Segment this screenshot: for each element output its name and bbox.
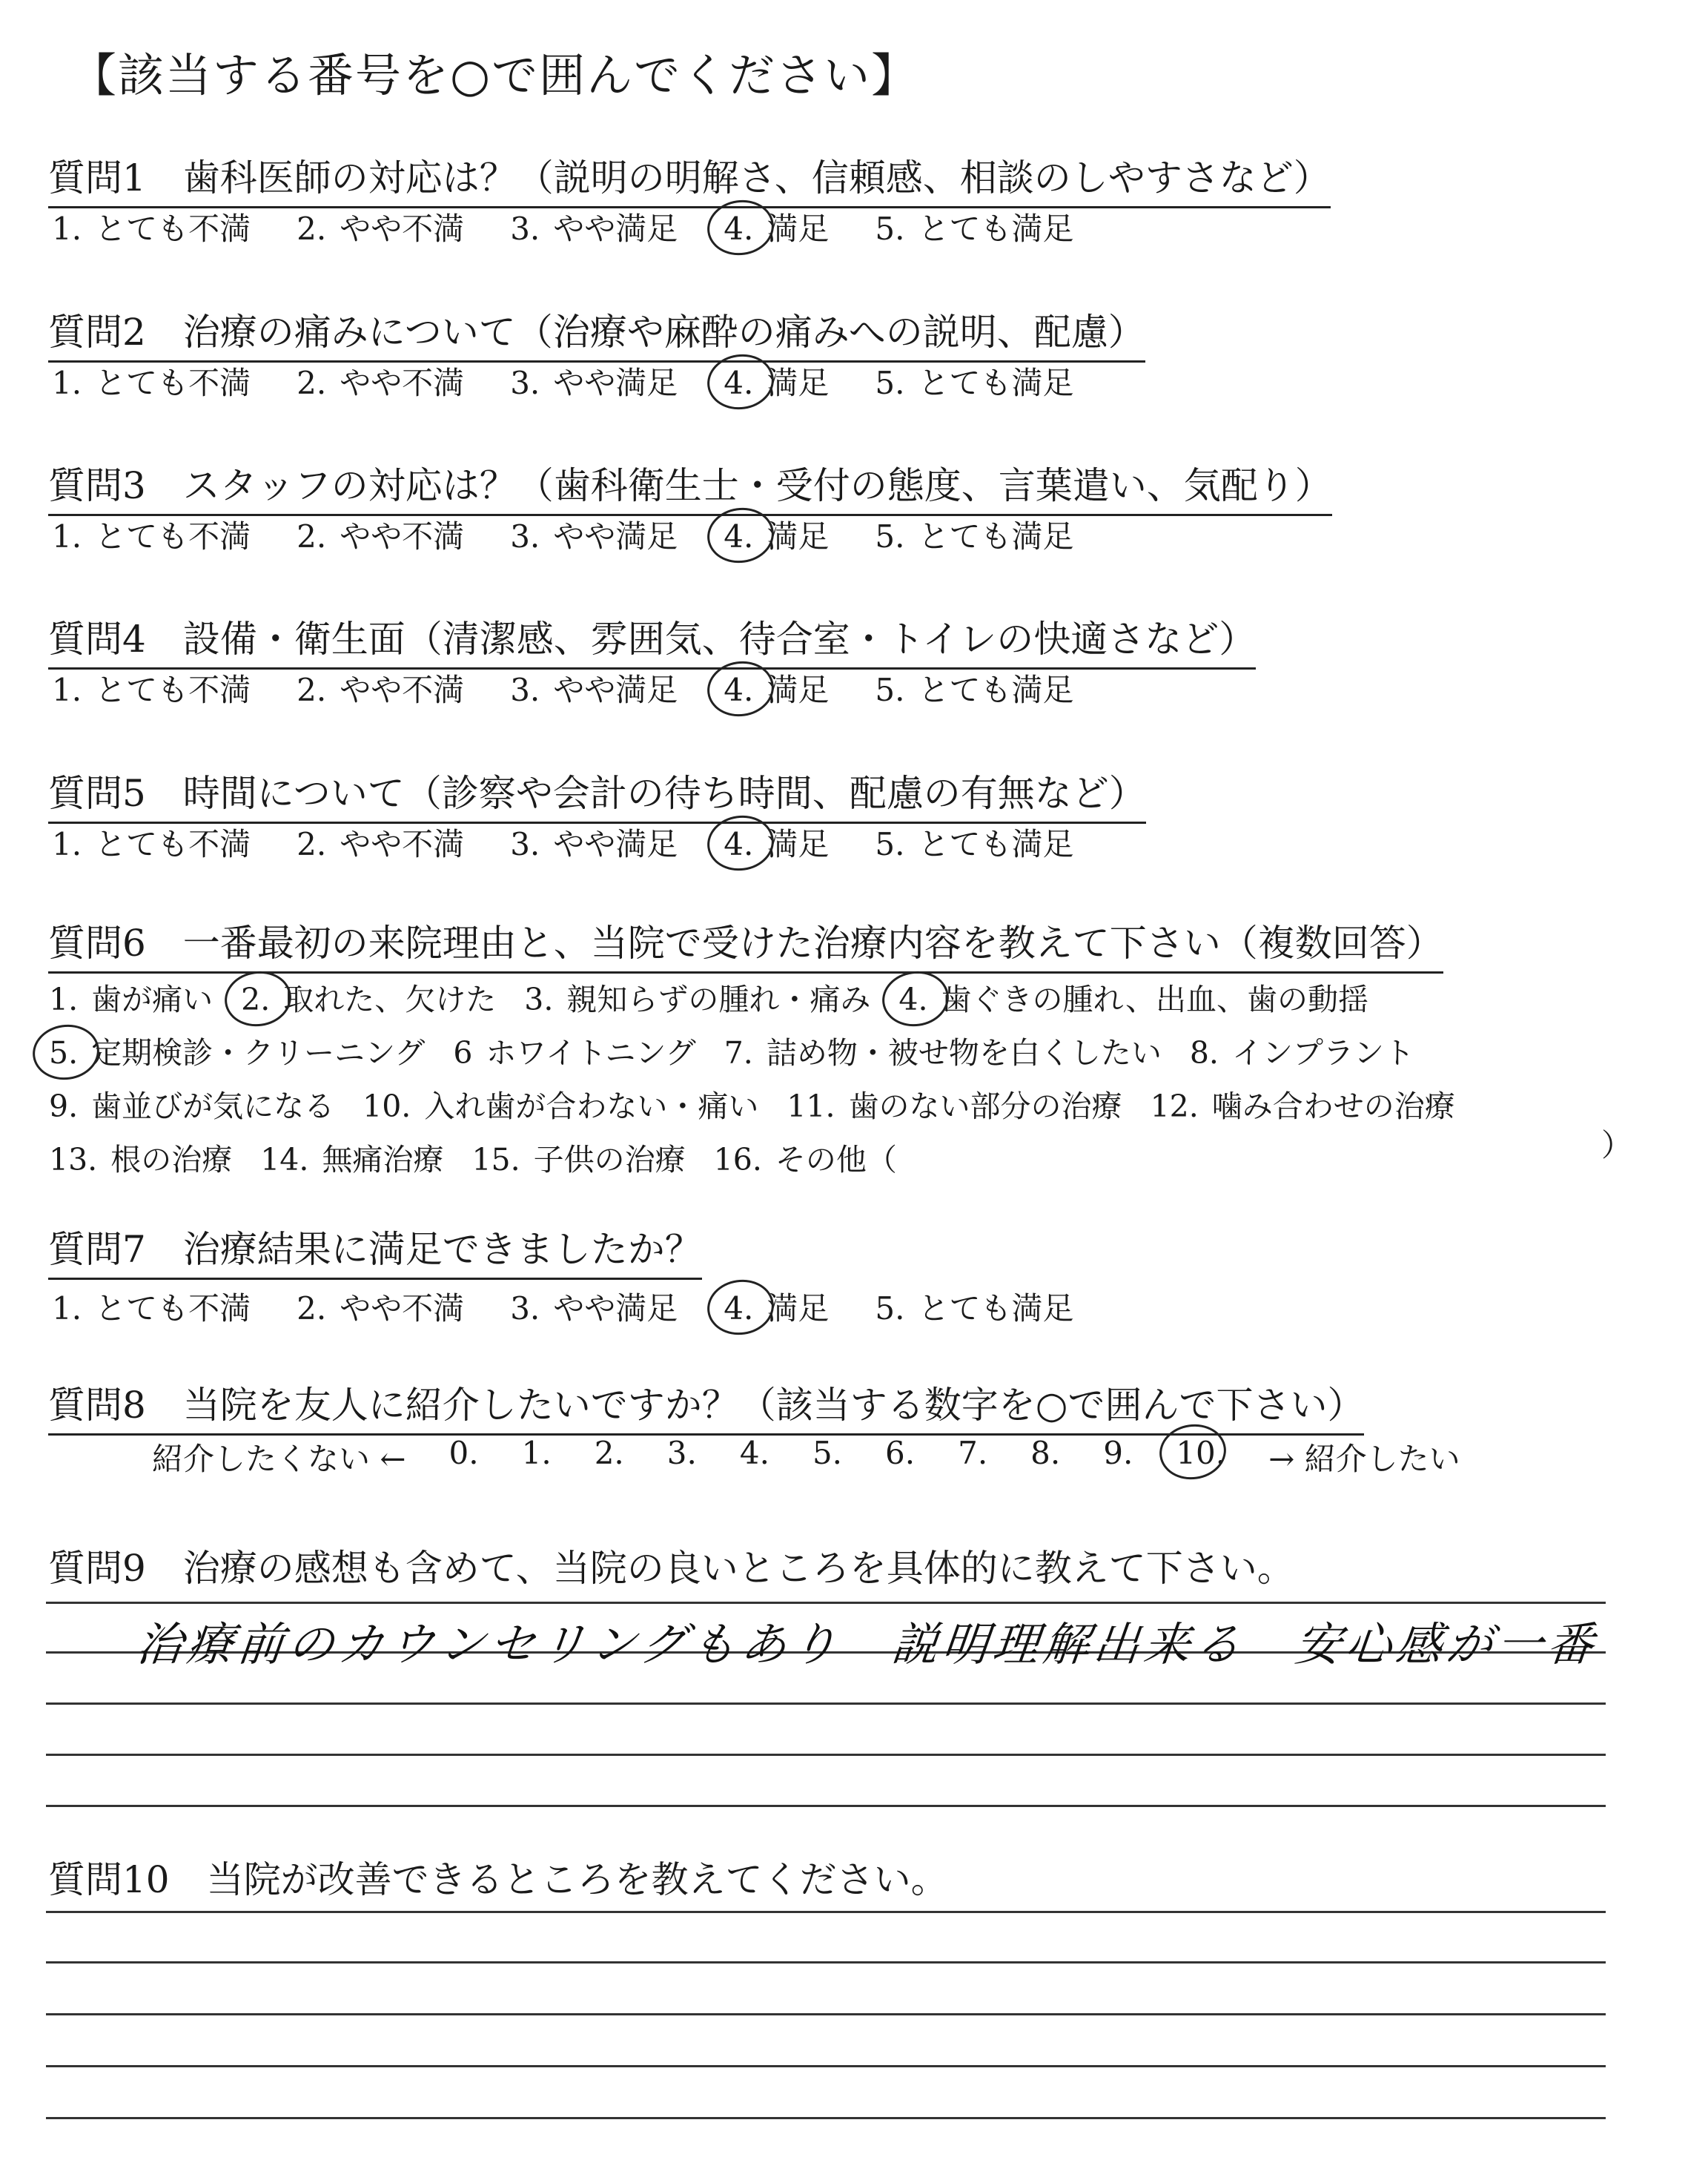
q10-line	[46, 2117, 1606, 2119]
option-number: 3.	[510, 672, 540, 708]
option-label: 満足	[767, 672, 830, 708]
option-label: 噛み合わせの治療	[1211, 1088, 1455, 1124]
q10-line	[46, 2013, 1606, 2015]
q2-option-2[interactable]	[297, 359, 464, 403]
option-number: 11.	[787, 1088, 835, 1124]
q3-option-5[interactable]	[875, 512, 1073, 557]
q4-option-2[interactable]	[297, 666, 464, 710]
q8-scale	[152, 1435, 1503, 1479]
option-number: 4.	[724, 826, 754, 862]
option-label: やや満足	[553, 365, 678, 401]
q7-option-3[interactable]	[510, 1284, 678, 1329]
option-label: 歯が痛い	[91, 981, 214, 1017]
option-label: 満足	[767, 211, 830, 247]
option-label: やや不満	[340, 826, 465, 862]
q8-scale-value[interactable]: 7.	[958, 1435, 988, 1471]
option-label: やや満足	[553, 211, 678, 247]
q6-option[interactable]	[787, 1082, 1122, 1126]
option-number: 2.	[297, 1290, 327, 1327]
q3-option-1[interactable]	[52, 512, 251, 557]
q4-title: 質問4 設備・衛生面（清潔感、雰囲気、待合室・トイレの快適さなど）	[48, 610, 1256, 670]
option-label: 満足	[767, 518, 830, 555]
q10-title: 質問10 当院が改善できるところを教えてください。	[48, 1858, 948, 1901]
q1-option-2[interactable]	[297, 205, 464, 249]
option-number: 1.	[49, 981, 79, 1017]
option-number: 6	[453, 1034, 473, 1071]
option-number: 3.	[510, 211, 540, 247]
option-label: ホワイトニング	[486, 1034, 696, 1071]
option-label: 歯並びが気になる	[91, 1088, 335, 1124]
q5-option-1[interactable]	[52, 820, 251, 865]
q6-row	[49, 1130, 1483, 1183]
q8-scale-value[interactable]: 8.	[1030, 1435, 1061, 1471]
q8-scale-value[interactable]: 4.	[739, 1435, 769, 1471]
option-number: 5.	[875, 1290, 905, 1327]
q1-options	[52, 205, 1119, 249]
q10-line	[46, 1961, 1606, 1964]
q2-option-3[interactable]	[510, 359, 678, 403]
q1-option-1[interactable]	[52, 205, 251, 249]
option-label: 歯ぐきの腫れ、出血、歯の動揺	[941, 981, 1368, 1017]
q6-row	[49, 1023, 1483, 1077]
q9-line	[46, 1702, 1606, 1705]
option-label: 詰め物・被せ物を白くしたい	[766, 1034, 1162, 1071]
q8-scale-value[interactable]: 3.	[666, 1435, 697, 1471]
q8-scale-value[interactable]: 0.	[448, 1435, 479, 1471]
q6-option[interactable]	[260, 1135, 443, 1179]
option-label: 無痛治療	[322, 1141, 444, 1178]
option-label: 取れた、欠けた	[283, 981, 497, 1017]
option-number: 5.	[875, 365, 905, 401]
q5-option-3[interactable]	[510, 820, 678, 865]
option-number: 4.	[724, 1290, 754, 1327]
option-number: 9.	[49, 1088, 79, 1124]
option-number: 15.	[471, 1141, 520, 1178]
q6-option[interactable]	[714, 1135, 897, 1179]
option-number: 4.	[898, 981, 928, 1017]
option-number: 5.	[49, 1034, 79, 1071]
option-number: 4.	[724, 672, 754, 708]
option-label: とても満足	[918, 1290, 1074, 1327]
option-label: とても満足	[918, 365, 1074, 401]
q4-option-5[interactable]	[875, 666, 1073, 710]
option-label: とても満足	[918, 672, 1074, 708]
option-number: 1.	[52, 826, 82, 862]
q1-title: 質問1 歯科医師の対応は？（説明の明解さ、信頼感、相談のしやすさなど）	[48, 148, 1331, 208]
q8-scale-value[interactable]: 2.	[594, 1435, 624, 1471]
q7-option-5[interactable]	[875, 1284, 1073, 1329]
option-label: やや満足	[553, 672, 678, 708]
q8-left-label: 紹介したくない ←	[152, 1441, 406, 1477]
option-number: 13.	[49, 1141, 98, 1178]
option-label: 親知らずの腫れ・痛み	[566, 981, 871, 1017]
option-number: 2.	[297, 826, 327, 862]
q6-option[interactable]	[49, 1028, 425, 1072]
option-label: とても不満	[95, 826, 251, 862]
option-number: 1.	[52, 365, 82, 401]
q8-scale-value[interactable]: 1.	[521, 1435, 552, 1471]
q9-handwritten-answer: 治療前のカウンセリングもあり 説明理解出来る 安心感が一番	[133, 1617, 1601, 1671]
q3-option-2[interactable]	[297, 512, 464, 557]
q2-title: 質問2 治療の痛みについて（治療や麻酔の痛みへの説明、配慮）	[48, 303, 1145, 363]
option-number: 3.	[510, 1290, 540, 1327]
q3-option-3[interactable]	[510, 512, 678, 557]
q6-option[interactable]	[1190, 1028, 1414, 1072]
q6-title: 質問6 一番最初の来院理由と、当院で受けた治療内容を教えて下さい（複数回答）	[48, 914, 1443, 974]
q3-title: 質問3 スタッフの対応は？（歯科衛生士・受付の態度、言葉遣い、気配り）	[48, 456, 1332, 516]
option-label: とても不満	[95, 672, 251, 708]
q5-title: 質問5 時間について（診察や会計の待ち時間、配慮の有無など）	[48, 764, 1146, 824]
q10-line	[46, 2065, 1606, 2067]
option-number: 2.	[297, 672, 327, 708]
q6-option[interactable]	[898, 975, 1368, 1019]
q8-right-label: → 紹介したい	[1268, 1441, 1460, 1477]
q6-row	[49, 1077, 1483, 1130]
option-number: 5.	[875, 211, 905, 247]
q6-option[interactable]	[471, 1135, 685, 1179]
option-number: 14.	[260, 1141, 309, 1178]
q6-options	[49, 970, 1483, 1183]
q8-scale-value[interactable]: 5.	[812, 1435, 843, 1471]
q5-option-5[interactable]	[875, 820, 1073, 865]
option-label: 満足	[767, 1290, 830, 1327]
option-label: その他（	[775, 1141, 897, 1178]
q5-option-2[interactable]	[297, 820, 464, 865]
q4-option-3[interactable]	[510, 666, 678, 710]
option-number: 3.	[510, 826, 540, 862]
option-label: インプラント	[1231, 1034, 1414, 1071]
option-label: やや満足	[553, 826, 678, 862]
q2-options	[52, 359, 1119, 403]
option-label: 歯のない部分の治療	[848, 1088, 1122, 1124]
q2-option-5[interactable]	[875, 359, 1073, 403]
option-label: やや満足	[553, 518, 678, 555]
option-label: とても満足	[918, 518, 1074, 555]
q8-scale-value[interactable]: 9.	[1103, 1435, 1133, 1471]
option-label: とても不満	[95, 1290, 251, 1327]
q2-option-1[interactable]	[52, 359, 251, 403]
q5-options	[52, 820, 1119, 865]
q10-line	[46, 1911, 1606, 1913]
q7-options	[52, 1284, 1119, 1329]
instruction-header: 【該当する番号を○で囲んでください】	[70, 48, 919, 102]
option-number: 2.	[297, 518, 327, 555]
option-number: 7.	[724, 1034, 753, 1071]
option-label: 満足	[767, 826, 830, 862]
q4-option-1[interactable]	[52, 666, 251, 710]
option-label: とても満足	[918, 211, 1074, 247]
q1-option-5[interactable]	[875, 205, 1073, 249]
option-label: とても不満	[95, 211, 251, 247]
q4-option-4[interactable]	[724, 666, 829, 710]
option-label: やや不満	[340, 365, 465, 401]
option-number: 3.	[510, 365, 540, 401]
q9-line	[46, 1602, 1606, 1604]
option-number: 12.	[1150, 1088, 1199, 1124]
q3-option-4[interactable]	[724, 512, 829, 557]
q1-option-4[interactable]	[724, 205, 829, 249]
option-number: 4.	[724, 211, 754, 247]
q7-option-4[interactable]	[724, 1284, 829, 1329]
q6-option[interactable]	[49, 975, 213, 1019]
q6-option[interactable]	[241, 975, 496, 1019]
option-label: やや不満	[340, 518, 465, 555]
option-label: やや満足	[553, 1290, 678, 1327]
option-label: 入れ歯が合わない・痛い	[424, 1088, 759, 1124]
option-number: 8.	[1189, 1034, 1219, 1071]
option-number: 4.	[724, 518, 754, 555]
q7-option-1[interactable]	[52, 1284, 251, 1329]
option-label: とても不満	[95, 365, 251, 401]
option-label: とても満足	[918, 826, 1074, 862]
option-label: 子供の治療	[533, 1141, 686, 1178]
option-number: 1.	[52, 1290, 82, 1327]
option-number: 5.	[875, 826, 905, 862]
q6-row	[49, 970, 1483, 1023]
q6-option[interactable]	[524, 975, 870, 1019]
q8-title: 質問8 当院を友人に紹介したいですか？（該当する数字を○で囲んで下さい）	[48, 1375, 1364, 1436]
q5-option-4[interactable]	[724, 820, 829, 865]
option-number: 5.	[875, 518, 905, 555]
q6-option[interactable]	[49, 1082, 334, 1126]
option-number: 16.	[713, 1141, 762, 1178]
q8-scale-value[interactable]: 10.	[1176, 1435, 1225, 1479]
q6-option[interactable]	[453, 1028, 695, 1072]
option-number: 10.	[363, 1088, 411, 1124]
q6-option[interactable]	[49, 1135, 232, 1179]
q4-options	[52, 666, 1119, 710]
q9-line	[46, 1805, 1606, 1807]
option-number: 3.	[510, 518, 540, 555]
option-number: 5.	[875, 672, 905, 708]
option-label: とても不満	[95, 518, 251, 555]
q6-other-close: ）	[1601, 1127, 1633, 1163]
option-label: 根の治療	[110, 1141, 233, 1178]
option-number: 2.	[297, 211, 327, 247]
q9-title: 質問9 治療の感想も含めて、当院の良いところを具体的に教えて下さい。	[48, 1547, 1294, 1590]
option-number: 2.	[297, 365, 327, 401]
q1-option-3[interactable]	[510, 205, 678, 249]
option-number: 4.	[724, 365, 754, 401]
option-label: 定期検診・クリーニング	[91, 1034, 426, 1071]
q6-option[interactable]	[363, 1082, 758, 1126]
q8-scale-value[interactable]: 6.	[885, 1435, 916, 1471]
q3-options	[52, 512, 1119, 557]
q9-line	[46, 1754, 1606, 1756]
q2-option-4[interactable]	[724, 359, 829, 403]
option-label: やや不満	[340, 672, 465, 708]
option-number: 3.	[524, 981, 554, 1017]
option-number: 1.	[52, 211, 82, 247]
option-label: 満足	[767, 365, 830, 401]
q7-title: 質問7 治療結果に満足できましたか？	[48, 1220, 702, 1280]
option-number: 1.	[52, 518, 82, 555]
option-label: やや不満	[340, 1290, 465, 1327]
option-number: 1.	[52, 672, 82, 708]
q6-option[interactable]	[724, 1028, 1162, 1072]
q7-option-2[interactable]	[297, 1284, 464, 1329]
option-label: やや不満	[340, 211, 465, 247]
option-number: 2.	[241, 981, 271, 1017]
q6-option[interactable]	[1151, 1082, 1455, 1126]
